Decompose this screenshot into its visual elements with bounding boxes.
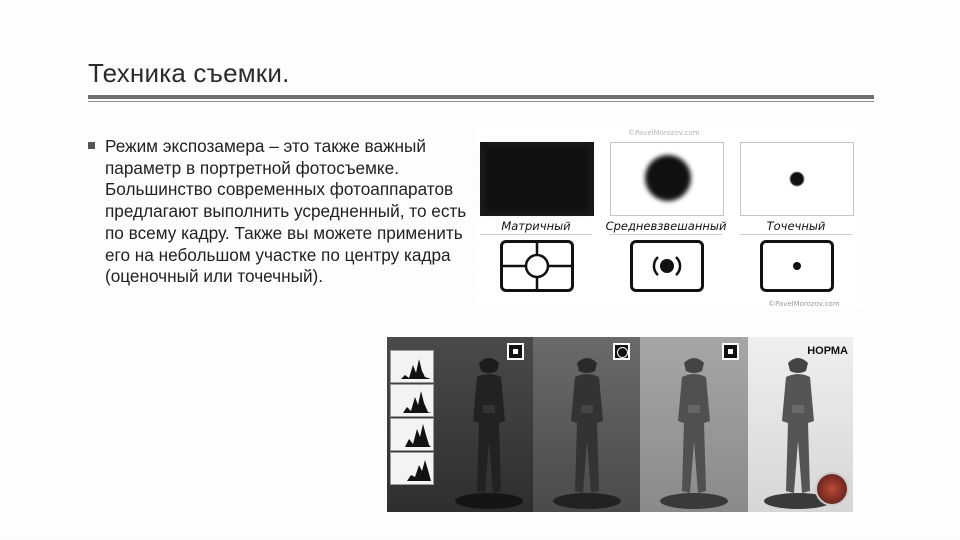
soldier-figurine bbox=[449, 351, 529, 511]
soldier-figurine bbox=[654, 351, 734, 511]
site-credit: ©PavelMorozov.com bbox=[768, 300, 840, 308]
matrix-label: Матричный bbox=[501, 219, 571, 233]
slide-title: Техника съемки. bbox=[88, 58, 290, 88]
center-weighted-metering-icon bbox=[630, 240, 704, 292]
histogram-box bbox=[390, 452, 434, 485]
center-weighted-sample-panel bbox=[610, 142, 724, 216]
bullet-marker bbox=[88, 142, 95, 149]
photo-panel-dark bbox=[387, 337, 533, 512]
watermark-seal bbox=[815, 472, 849, 506]
bullet-block bbox=[88, 136, 468, 288]
center-weighted-label: Средневзвешанный bbox=[605, 219, 727, 233]
bullet-text: Режим экспозамера – это также важный параметр в портретной фотосъемке. Большинство современных фотоаппаратов предлагают выполнить усредненный, то есть по всему кадру. Также вы можете применить его на небольшом участке по центру кадра (оценочный или точечный). bbox=[105, 136, 467, 287]
photo-panel-medium-dark bbox=[533, 337, 640, 512]
metering-modes-figure bbox=[478, 128, 862, 310]
exposure-comparison-strip bbox=[387, 337, 853, 512]
matrix-blur bbox=[485, 147, 589, 211]
histogram-box bbox=[390, 384, 434, 417]
spot-sample-panel bbox=[740, 142, 854, 216]
label-rule bbox=[610, 234, 722, 235]
label-rule bbox=[480, 234, 592, 235]
photo-panel-normal bbox=[748, 337, 853, 512]
spot-label: Точечный bbox=[766, 219, 826, 233]
title-rule-thick bbox=[88, 95, 874, 99]
title-rule-thin bbox=[88, 101, 874, 102]
spot-metering-icon bbox=[760, 240, 834, 292]
soldier-figurine bbox=[547, 351, 627, 511]
matrix-sample-panel bbox=[480, 142, 594, 216]
norm-label: НОРМА bbox=[807, 345, 848, 357]
photo-panel-light bbox=[640, 337, 748, 512]
spot-dot bbox=[790, 172, 804, 186]
histogram-box bbox=[390, 350, 434, 383]
label-rule bbox=[740, 234, 852, 235]
matrix-metering-icon bbox=[500, 240, 574, 292]
top-credit: ©PavelMorozov.com bbox=[628, 129, 700, 137]
histogram-box bbox=[390, 418, 434, 451]
center-weighted-blob bbox=[645, 155, 691, 201]
